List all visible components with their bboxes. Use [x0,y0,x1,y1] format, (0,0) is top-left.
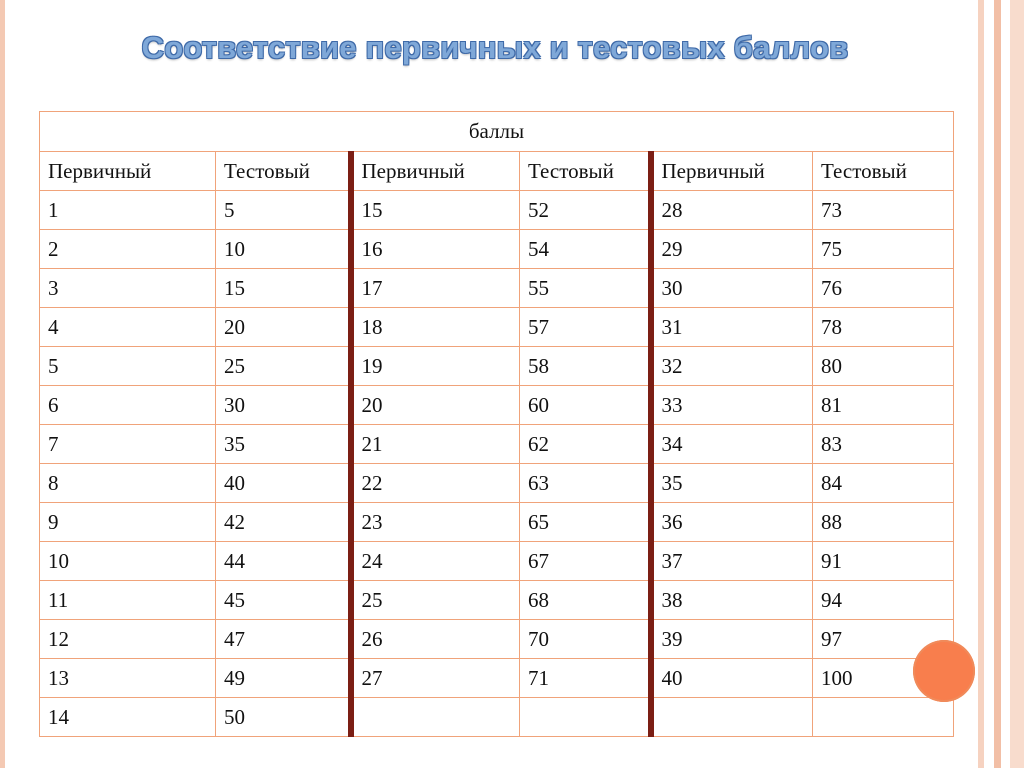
slide-frame-right-stripe [994,0,1001,768]
table-cell: 97 [813,620,954,659]
table-cell: 52 [520,191,651,230]
table-cell: 22 [351,464,520,503]
table-cell: 26 [351,620,520,659]
table-row [40,503,954,542]
table-cell: 17 [351,269,520,308]
table-cell: 12 [40,620,216,659]
table-cell: 25 [216,347,351,386]
table-cell [520,698,651,737]
column-header: Тестовый [813,152,954,191]
table-cell: 84 [813,464,954,503]
table-cell: 33 [651,386,813,425]
table-row [40,581,954,620]
table-cell: 50 [216,698,351,737]
table-cell: 40 [651,659,813,698]
table-cell: 100 [813,659,954,698]
table-cell: 63 [520,464,651,503]
table-cell: 4 [40,308,216,347]
table-cell: 55 [520,269,651,308]
column-header: Первичный [651,152,813,191]
table-cell: 3 [40,269,216,308]
table-cell: 24 [351,542,520,581]
table-cell: 57 [520,308,651,347]
table-cell: 1 [40,191,216,230]
table-cell: 39 [651,620,813,659]
table-cell: 44 [216,542,351,581]
table-row [40,269,954,308]
table-cell: 32 [651,347,813,386]
table-cell: 47 [216,620,351,659]
table-row [40,347,954,386]
table-cell: 42 [216,503,351,542]
table-cell: 60 [520,386,651,425]
table-cell: 13 [40,659,216,698]
table-row [40,386,954,425]
table-cell: 2 [40,230,216,269]
table-cell [651,698,813,737]
table-cell: 15 [351,191,520,230]
table-cell: 5 [216,191,351,230]
table-cell: 7 [40,425,216,464]
table-cell: 54 [520,230,651,269]
table-cell: 30 [651,269,813,308]
table-cell: 68 [520,581,651,620]
table-cell: 71 [520,659,651,698]
table-cell: 37 [651,542,813,581]
table-cell [813,698,954,737]
table-cell: 28 [651,191,813,230]
table-cell: 15 [216,269,351,308]
table-row [40,308,954,347]
table-cell: 9 [40,503,216,542]
table-cell: 31 [651,308,813,347]
table-cell: 23 [351,503,520,542]
table-cell: 10 [216,230,351,269]
table-cell: 35 [216,425,351,464]
table-cell: 35 [651,464,813,503]
table-cell: 45 [216,581,351,620]
column-header: Тестовый [216,152,351,191]
table-row [40,698,954,737]
table-cell: 8 [40,464,216,503]
table-cell: 38 [651,581,813,620]
table-cell: 20 [351,386,520,425]
table-cell [351,698,520,737]
table-group-header-row [40,112,954,152]
table-cell: 21 [351,425,520,464]
table-cell: 73 [813,191,954,230]
table-row [40,620,954,659]
table-group-header: баллы [40,112,954,152]
table-cell: 10 [40,542,216,581]
table-cell: 27 [351,659,520,698]
table-cell: 29 [651,230,813,269]
table-column-header-row [40,152,954,191]
table-cell: 75 [813,230,954,269]
column-header: Первичный [351,152,520,191]
table-cell: 65 [520,503,651,542]
table-cell: 40 [216,464,351,503]
table-cell: 62 [520,425,651,464]
table-cell: 34 [651,425,813,464]
table-cell: 78 [813,308,954,347]
page-title: Соответствие первичных и тестовых баллов [141,30,849,65]
table-cell: 16 [351,230,520,269]
table-cell: 18 [351,308,520,347]
table-cell: 67 [520,542,651,581]
table-cell: 83 [813,425,954,464]
table-row [40,425,954,464]
table-cell: 14 [40,698,216,737]
column-header: Тестовый [520,152,651,191]
table-cell: 58 [520,347,651,386]
score-conversion-table [39,111,954,737]
table-cell: 94 [813,581,954,620]
table-cell: 36 [651,503,813,542]
table-cell: 70 [520,620,651,659]
table-row [40,191,954,230]
table-cell: 81 [813,386,954,425]
decorative-circle [913,640,975,702]
slide-frame-left [0,0,5,768]
slide-frame-right-stripe [978,0,984,768]
table-cell: 5 [40,347,216,386]
table-cell: 49 [216,659,351,698]
table-cell: 76 [813,269,954,308]
table-cell: 11 [40,581,216,620]
table-cell: 91 [813,542,954,581]
table-row [40,659,954,698]
table-cell: 80 [813,347,954,386]
table-row [40,542,954,581]
table-cell: 6 [40,386,216,425]
table-cell: 30 [216,386,351,425]
column-header: Первичный [40,152,216,191]
table-cell: 20 [216,308,351,347]
table-cell: 88 [813,503,954,542]
table-row [40,464,954,503]
table-cell: 25 [351,581,520,620]
table-row [40,230,954,269]
slide-frame-right-stripe [1010,0,1024,768]
table-cell: 19 [351,347,520,386]
